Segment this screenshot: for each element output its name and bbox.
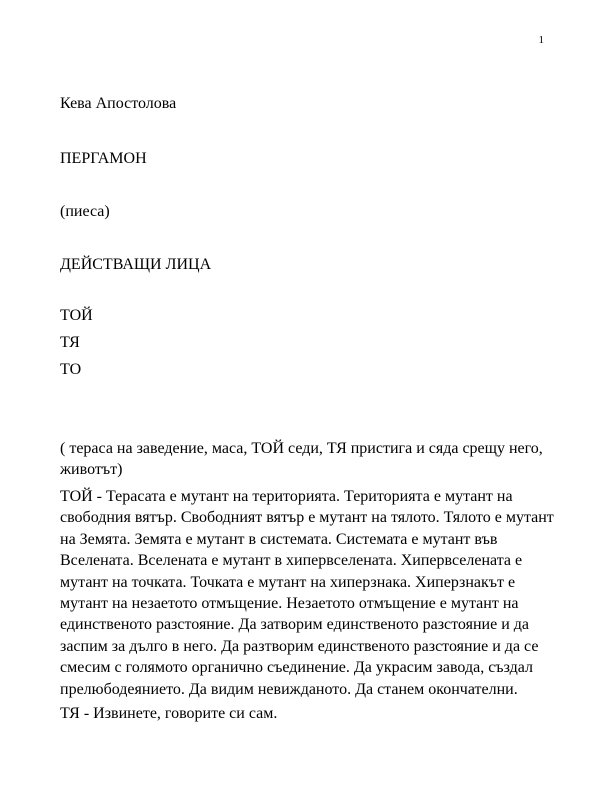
play-genre: (пиеса) [60, 203, 110, 220]
dialogue-line: ТОЙ - Терасата е мутант на територията. Територията е мутант на свободния вятър. Свободният вятър е мутант на тялото. Тялото е мутант на Земята. Земята е мутант в системата. Системата е мутант във Вселената. Вселената е мутант в хипервселената. Хипервселената е мутант на точката. Точката е мутант на хиперзнака. Хиперзнакът е мутант на незаетото отмъщение. Незаетото отмъщение е мутант на единственото разстояние. Да затворим единственото разстояние и да заспим за дълго в него. Да разтворим единственото разстояние и да се смесим с голямото органично съединение. Да украсим завода, създал прелюбодеянието. Да видим невижданото. Да станем окончателни. [60, 488, 554, 698]
page-number: 1 [538, 34, 544, 46]
stage-direction: ( тераса на заведение, маса, ТОЙ седи, ТЯ пристига и сяда срещу него, животът) [60, 440, 543, 479]
dialogue-line: ТЯ - Извинете, говорите си сам. [60, 705, 278, 722]
play-title: ПЕРГАМОН [60, 150, 147, 167]
character-item: ТЯ [60, 334, 80, 351]
characters-heading: ДЕЙСТВАЩИ ЛИЦА [60, 256, 212, 273]
character-item: ТО [60, 361, 82, 378]
character-item: ТОЙ [60, 307, 93, 324]
author-name: Кева Апостолова [60, 95, 177, 112]
